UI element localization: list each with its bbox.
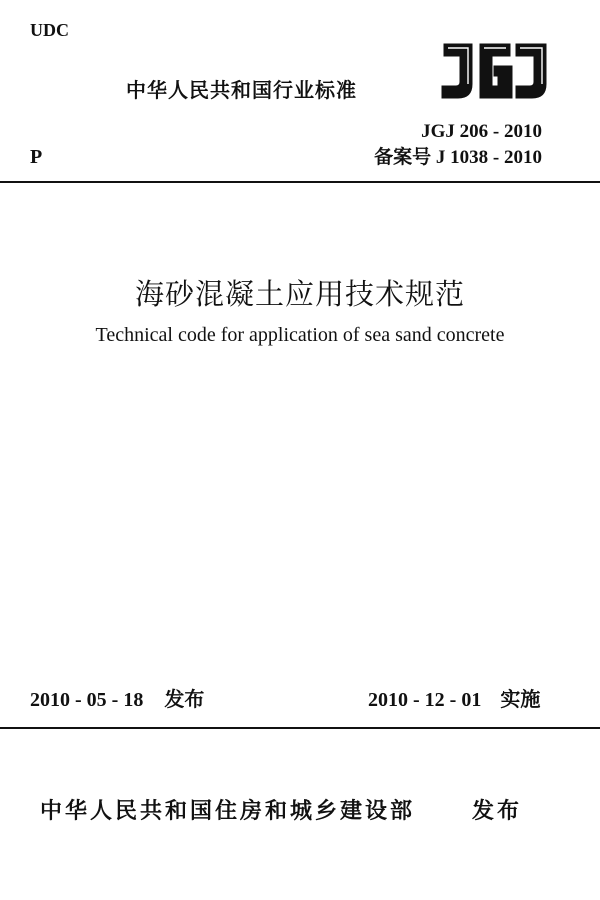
title-english: Technical code for application of sea sand concrete bbox=[95, 324, 505, 346]
bottom-divider bbox=[0, 727, 600, 729]
effective-date-block bbox=[368, 683, 540, 712]
effective-date: 2010 - 12 - 01 bbox=[368, 689, 482, 711]
jgj-logo bbox=[436, 38, 552, 104]
issuer-action: 发布 bbox=[472, 799, 523, 824]
issue-date-block bbox=[30, 683, 204, 712]
record-number: 备案号 J 1038 - 2010 bbox=[374, 147, 542, 168]
issue-date: 2010 - 05 - 18 bbox=[30, 689, 144, 711]
udc-label: UDC bbox=[30, 20, 69, 40]
classification-code: P bbox=[30, 146, 43, 168]
effective-label: 实施 bbox=[500, 687, 541, 711]
title-chinese: 海砂混凝土应用技术规范 bbox=[134, 277, 465, 311]
industry-standard-label: 中华人民共和国行业标准 bbox=[126, 78, 357, 102]
standard-number: JGJ 206 - 2010 bbox=[421, 121, 542, 142]
issuer-name: 中华人民共和国住房和城乡建设部 bbox=[40, 799, 416, 824]
issue-label: 发布 bbox=[164, 687, 205, 711]
standard-number-block bbox=[374, 119, 542, 171]
top-divider bbox=[0, 181, 600, 183]
